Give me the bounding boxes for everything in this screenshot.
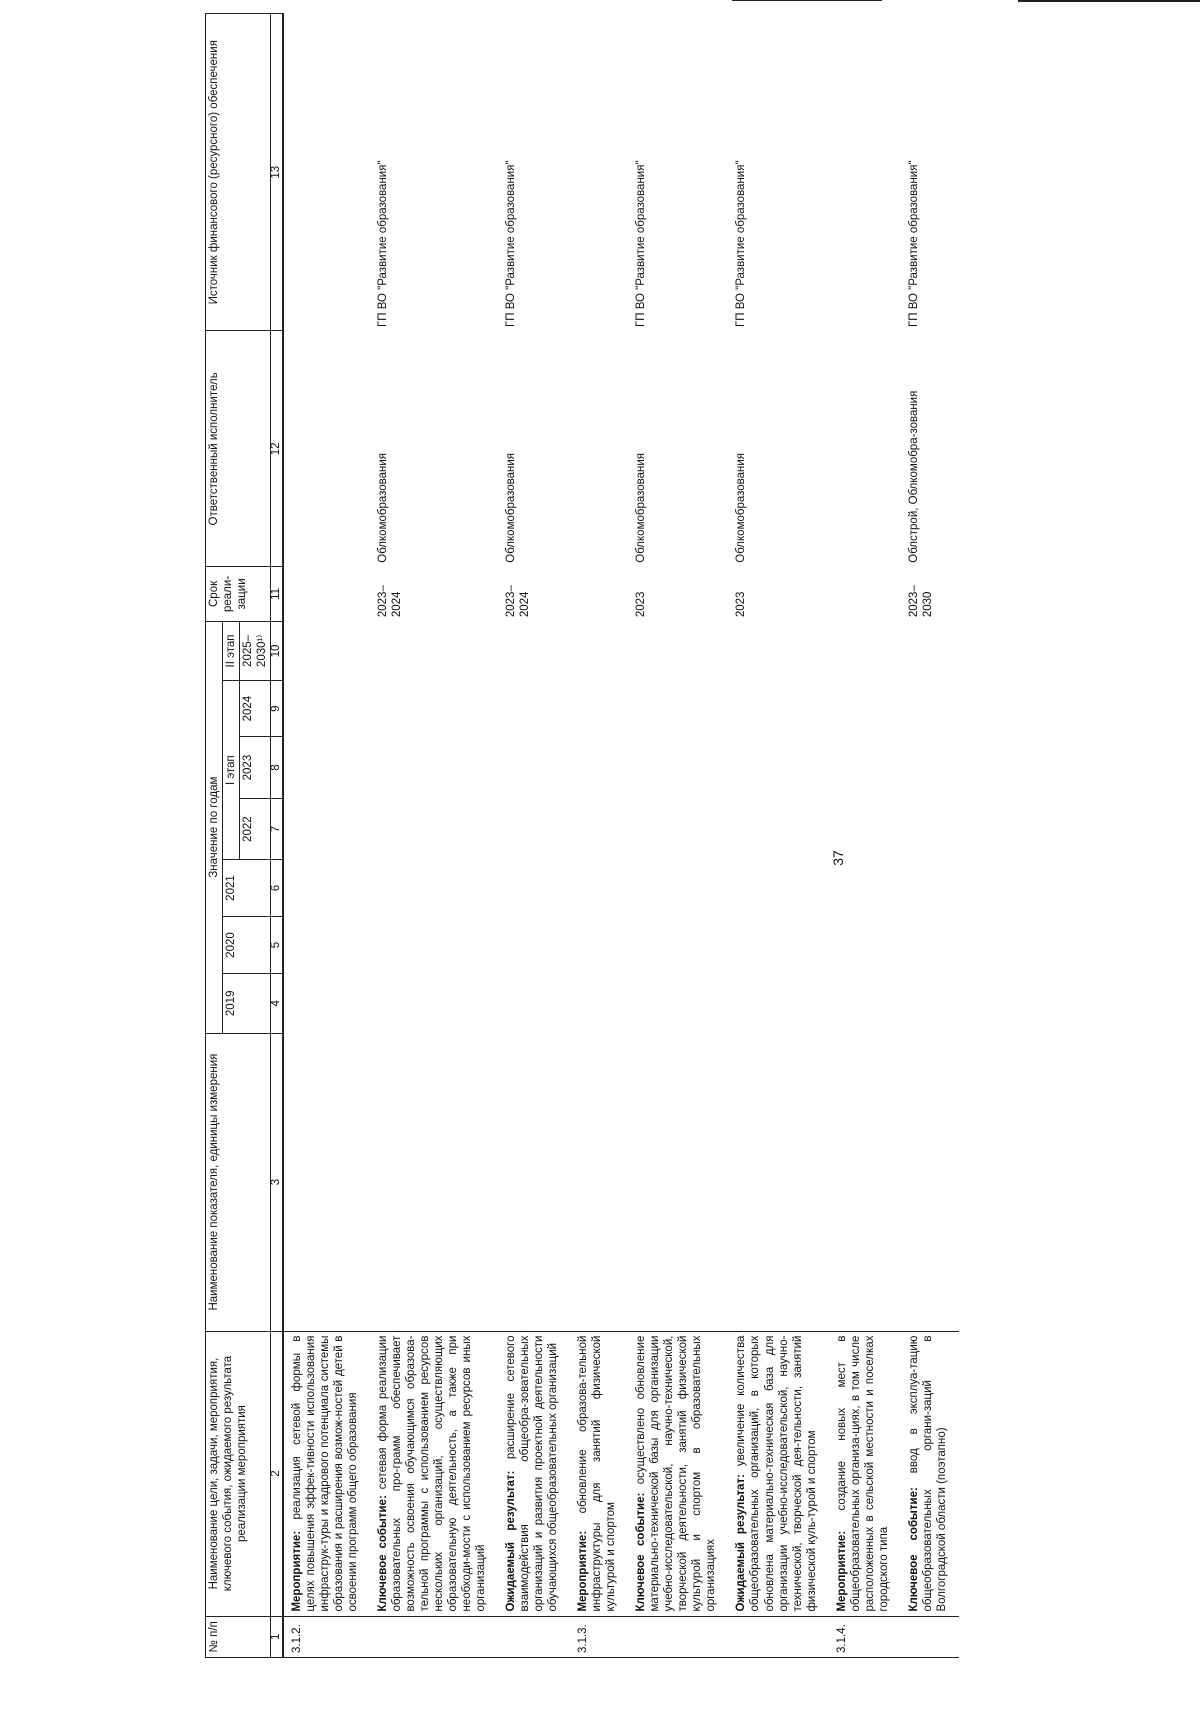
row-text: увеличение количества общеобразовательных организаций, в которых обновлена материально-техническая база для организации учебно-исследовательской, научно-технической, творческой дея-тельности, занятий физической куль-турой и спортом: [735, 1335, 818, 1612]
row-description: [728, 1331, 828, 1616]
row-text: расширение сетевого взаимодействия общеобра-зовательных организаций и развития проектной деятельности обучающихся общеобразовательных организаций: [505, 1335, 560, 1612]
row-label: Мероприятие:: [577, 1530, 590, 1612]
row-value-2023: [370, 736, 498, 798]
row-text: создание новых мест в общеобразовательных организа-циях, в том числе расположенных в сельской местности и поселках городского типа: [835, 1335, 890, 1612]
column-number: 5: [271, 917, 284, 974]
row-text: сетевая форма реализации образовательных про-грамм обеспечивает возможность освоения обучающимся образова-тельной программы с использованием ресурсов нескольких организаций, осуществляющих образовательную деятельность, а также при необходи-мости с использованием ресурсов иных организаций: [377, 1335, 488, 1612]
row-description: [370, 1331, 498, 1616]
row-label: Мероприятие:: [291, 1530, 304, 1612]
row-text: обновление образова-тельной инфраструктуры для занятий физической культурой и спортом: [577, 1335, 618, 1612]
row-value-2024: [283, 681, 370, 737]
row-term: 2023–2024: [377, 585, 404, 618]
row-value-2024: [728, 681, 828, 737]
row-number: [628, 1616, 728, 1657]
row-value-2019: [628, 974, 728, 1034]
column-number: 11: [271, 567, 284, 621]
row-executor: Облкомобразования: [735, 452, 748, 563]
page-number: 37: [830, 850, 846, 866]
row-label: Ключевое событие:: [907, 1487, 920, 1612]
row-executor: [283, 331, 370, 567]
row-value-2024: [570, 681, 628, 737]
table-row: [628, 14, 728, 1658]
row-value-2025-2030: [283, 621, 370, 681]
header-term: Срок реали-зации: [206, 567, 271, 621]
header-year-2024: 2024: [240, 681, 271, 737]
row-description: [283, 1331, 370, 1616]
row-source: ГП ВО "Развитие образования": [907, 160, 920, 327]
row-source: ГП ВО "Развитие образования": [505, 160, 518, 327]
row-value-2021: [728, 860, 828, 917]
table-row: [728, 14, 828, 1658]
row-value-2025-2030: [570, 621, 628, 681]
row-indicator: [628, 1033, 728, 1331]
column-number: 13: [271, 14, 284, 331]
row-term: 2023: [735, 591, 748, 618]
row-number: [370, 1616, 498, 1657]
row-value-2025-2030: [370, 621, 498, 681]
row-source: [283, 14, 370, 331]
column-number: 1: [271, 1616, 284, 1657]
column-number: 2: [271, 1331, 284, 1616]
column-number: 8: [271, 736, 284, 798]
scan-edge-line: [1018, 0, 1200, 2]
row-value-2021: [283, 860, 370, 917]
row-text: ввод в эксплуа-тацию общеобразовательных органи-заций в Волгоградской области (поэтапно): [907, 1335, 948, 1612]
column-number: 10: [271, 621, 284, 681]
row-value-2025-2030: [728, 621, 828, 681]
row-indicator: [498, 1033, 570, 1331]
row-text: осуществлено обновление материально-технической базы для организации учебно-исследовательской, научно-технической, творческой деятельности, занятий физической культурой и спортом в образовательных организациях: [635, 1335, 718, 1612]
header-year-2023: 2023: [240, 736, 271, 798]
row-value-2024: [901, 681, 959, 737]
row-value-2020: [628, 917, 728, 974]
header-stage-2: II этап: [223, 621, 240, 681]
row-value-2024: [498, 681, 570, 737]
row-term: 2023–2024: [505, 585, 532, 618]
row-value-2021: [829, 860, 901, 917]
header-executor: Ответственный исполнитель: [206, 331, 271, 567]
row-value-2022: [728, 799, 828, 860]
column-number: 7: [271, 799, 284, 860]
row-value-2025-2030: [628, 621, 728, 681]
row-description: [901, 1331, 959, 1616]
row-value-2019: [901, 974, 959, 1034]
row-label: Ключевое событие:: [377, 1495, 390, 1612]
row-value-2025-2030: [829, 621, 901, 681]
row-value-2023: [498, 736, 570, 798]
row-value-2019: [283, 974, 370, 1034]
header-name: Наименование цели, задачи, мероприятия, ключевого события, ожидаемого результата реализации мероприятия: [206, 1331, 271, 1616]
row-executor: Облкомобразования: [505, 452, 518, 563]
row-value-2020: [498, 917, 570, 974]
row-indicator: [901, 1033, 959, 1331]
row-value-2022: [283, 799, 370, 860]
row-indicator: [570, 1033, 628, 1331]
header-year-2022: 2022: [240, 799, 271, 860]
row-value-2020: [901, 917, 959, 974]
row-value-2023: [283, 736, 370, 798]
row-indicator: [283, 1033, 370, 1331]
row-executor: Облкомобразования: [635, 452, 648, 563]
row-value-2021: [370, 860, 498, 917]
row-value-2020: [570, 917, 628, 974]
row-value-2024: [829, 681, 901, 737]
table-row: [498, 14, 570, 1658]
row-value-2023: [570, 736, 628, 798]
row-value-2025-2030: [901, 621, 959, 681]
row-value-2024: [628, 681, 728, 737]
row-value-2020: [728, 917, 828, 974]
row-value-2024: [370, 681, 498, 737]
row-executor: Облстрой, Облкомобра-зования: [907, 390, 920, 563]
row-indicator: [728, 1033, 828, 1331]
row-term: [829, 567, 901, 621]
row-executor: [829, 331, 901, 567]
row-value-2022: [498, 799, 570, 860]
header-year-2019: 2019: [223, 974, 271, 1034]
row-description: [628, 1331, 728, 1616]
row-value-2022: [901, 799, 959, 860]
header-year-2020: 2020: [223, 917, 271, 974]
row-value-2023: [829, 736, 901, 798]
row-value-2021: [570, 860, 628, 917]
row-source: ГП ВО "Развитие образования": [377, 160, 390, 327]
column-number: 4: [271, 974, 284, 1034]
column-number: 6: [271, 860, 284, 917]
scan-edge-line: [732, 0, 882, 1]
rotated-page: [205, 13, 1200, 1658]
row-term: [570, 567, 628, 621]
table-row: [570, 14, 628, 1658]
column-number: 9: [271, 681, 284, 737]
row-label: Ожидаемый результат:: [505, 1470, 518, 1612]
row-indicator: [370, 1033, 498, 1331]
row-value-2021: [901, 860, 959, 917]
measures-table: [205, 13, 959, 1658]
row-value-2022: [829, 799, 901, 860]
row-source: [829, 14, 901, 331]
row-value-2019: [498, 974, 570, 1034]
row-number: [901, 1616, 959, 1657]
row-term: 2023–2030: [907, 585, 934, 618]
header-stage-1: I этап: [223, 681, 240, 860]
row-value-2025-2030: [498, 621, 570, 681]
row-number: 3.1.4.: [829, 1616, 901, 1657]
row-text: реализация сетевой формы в целях повышения эффек-тивности использования инфраструк-туры и кадрового потенциала системы образования и расширения возмож-ностей детей в освоении программ общего образования: [291, 1335, 360, 1612]
row-term: 2023: [635, 591, 648, 618]
row-value-2021: [628, 860, 728, 917]
header-values-by-year: Значение по годам: [206, 621, 223, 1033]
row-label: Мероприятие:: [835, 1530, 848, 1612]
row-number: [498, 1616, 570, 1657]
row-number: 3.1.3.: [570, 1616, 628, 1657]
row-value-2023: [901, 736, 959, 798]
row-value-2022: [370, 799, 498, 860]
row-value-2022: [570, 799, 628, 860]
row-value-2022: [628, 799, 728, 860]
row-executor: Облкомобразования: [377, 452, 390, 563]
row-value-2023: [628, 736, 728, 798]
header-indicator: Наименование показателя, единицы измерения: [206, 1033, 271, 1331]
row-value-2020: [829, 917, 901, 974]
header-number: № п/п: [206, 1616, 271, 1657]
table-row: [283, 14, 370, 1658]
header-year-2021: 2021: [223, 860, 271, 917]
column-number: 3: [271, 1033, 284, 1331]
row-term: [283, 567, 370, 621]
row-source: [570, 14, 628, 331]
header-source: Источник финансового (ресурсного) обеспечения: [206, 14, 271, 331]
table-row: [829, 14, 901, 1658]
row-source: ГП ВО "Развитие образования": [635, 160, 648, 327]
row-source: ГП ВО "Развитие образования": [735, 160, 748, 327]
row-value-2019: [829, 974, 901, 1034]
row-value-2020: [370, 917, 498, 974]
row-label: Ключевое событие:: [635, 1492, 648, 1612]
row-value-2020: [283, 917, 370, 974]
header-year-2025-2030: 2025–2030¹⁾: [240, 621, 271, 681]
row-value-2021: [498, 860, 570, 917]
row-number: 3.1.2.: [283, 1616, 370, 1657]
row-value-2023: [728, 736, 828, 798]
row-label: Ожидаемый результат:: [735, 1474, 748, 1612]
row-number: [728, 1616, 828, 1657]
row-description: [829, 1331, 901, 1616]
row-description: [498, 1331, 570, 1616]
row-value-2019: [728, 974, 828, 1034]
row-value-2019: [570, 974, 628, 1034]
row-description: [570, 1331, 628, 1616]
column-number: 12: [271, 331, 284, 567]
row-indicator: [829, 1033, 901, 1331]
table-row: [901, 14, 959, 1658]
row-executor: [570, 331, 628, 567]
table-row: [370, 14, 498, 1658]
row-value-2019: [370, 974, 498, 1034]
